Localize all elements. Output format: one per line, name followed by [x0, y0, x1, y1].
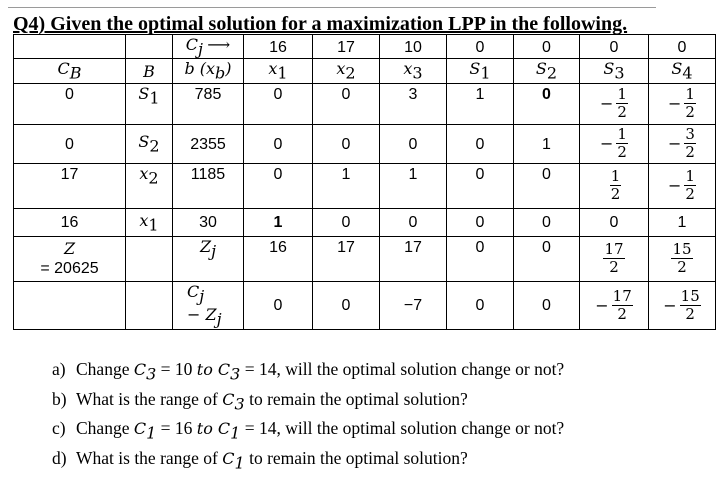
row4-cb: 16: [14, 208, 126, 236]
header-s1: $S_1$: [447, 59, 514, 83]
cj-x3: 10: [380, 35, 447, 59]
row2-x3: 0: [380, 124, 447, 163]
zj-s2: 0: [514, 236, 580, 281]
row2-s3: − $\frac{1}{2}$: [580, 124, 649, 163]
question-a: a) Change $C_3 = 10$ to $C_3 = 14$, will the optimal solution change or not?: [52, 359, 565, 384]
row1-cb: 0: [14, 83, 126, 124]
row2-x2: 0: [313, 124, 380, 163]
table-row: [14, 124, 716, 163]
row1-x3: 3: [380, 83, 447, 124]
row3-s1: 0: [447, 163, 514, 208]
row3-basis: $x_2$: [126, 163, 173, 208]
row1-s4: − $\frac{1}{2}$: [649, 83, 716, 124]
row3-x1: 0: [244, 163, 313, 208]
cz-x1: 0: [244, 281, 313, 329]
cj-s2: 0: [514, 35, 580, 59]
row4-rhs: 30: [173, 208, 244, 236]
zj-x1: 16: [244, 236, 313, 281]
header-s4: $S_4$: [649, 59, 716, 83]
cj-x1: 16: [244, 35, 313, 59]
row2-s1: 0: [447, 124, 514, 163]
row2-s2: 1: [514, 124, 580, 163]
simplex-tableau: [13, 34, 716, 330]
row1-s3: − $\frac{1}{2}$: [580, 83, 649, 124]
row1-s2: 0: [514, 83, 580, 124]
row4-s3: 0: [580, 208, 649, 236]
cz-x3: −7: [380, 281, 447, 329]
table-row: [14, 83, 716, 124]
cj-zj-label: $C_j$ − $Z_j$: [173, 281, 244, 329]
cz-s4: − $\frac{15}{2}$: [649, 281, 716, 329]
row3-cb: 17: [14, 163, 126, 208]
row4-s4: 1: [649, 208, 716, 236]
row4-s2: 0: [514, 208, 580, 236]
table-row: [14, 163, 716, 208]
z-value-cell: Z = 20625: [14, 236, 126, 281]
zj-x2: 17: [313, 236, 380, 281]
blank-cell: [14, 35, 126, 59]
row2-basis: $S_2$: [126, 124, 173, 163]
header-x1: $x_1$: [244, 59, 313, 83]
zj-x3: 17: [380, 236, 447, 281]
cj-s1: 0: [447, 35, 514, 59]
row4-x3: 0: [380, 208, 447, 236]
header-row: [14, 59, 716, 83]
row1-x1: 0: [244, 83, 313, 124]
header-s3: $S_3$: [580, 59, 649, 83]
header-x2: $x_2$: [313, 59, 380, 83]
cj-s3: 0: [580, 35, 649, 59]
row3-x3: 1: [380, 163, 447, 208]
row2-x1: 0: [244, 124, 313, 163]
row4-x1: 1: [244, 208, 313, 236]
row1-rhs: 785: [173, 83, 244, 124]
cz-s3: − $\frac{17}{2}$: [580, 281, 649, 329]
zj-s4: $\frac{15}{2}$: [649, 236, 716, 281]
row3-s3: $\frac{1}{2}$: [580, 163, 649, 208]
row2-rhs: 2355: [173, 124, 244, 163]
question-d: d) What is the range of $C_1$ to remain the optimal solution?: [52, 447, 468, 472]
question-list: [52, 357, 564, 475]
top-rule: [8, 7, 656, 8]
blank-cell: [126, 35, 173, 59]
cz-x2: 0: [313, 281, 380, 329]
row1-x2: 0: [313, 83, 380, 124]
row3-x2: 1: [313, 163, 380, 208]
zj-row: [14, 236, 716, 281]
cj-x2: 17: [313, 35, 380, 59]
blank-cell: [14, 281, 126, 329]
row1-basis: $S_1$: [126, 83, 173, 124]
question-c: c) Change $C_1 = 16$ to $C_1 = 14$, will the optimal solution change or not?: [52, 418, 565, 443]
header-x3: $x_3$: [380, 59, 447, 83]
cj-s4: 0: [649, 35, 716, 59]
cz-s1: 0: [447, 281, 514, 329]
zj-s1: 0: [447, 236, 514, 281]
row2-s4: − $\frac{3}{2}$: [649, 124, 716, 163]
question-title: Q4) Given the optimal solution for a maximization LPP in the following.: [13, 13, 628, 35]
header-basis: B: [126, 59, 173, 83]
blank-cell: [126, 281, 173, 329]
cj-label: $C_j$ ⟶: [173, 35, 244, 59]
row4-s1: 0: [447, 208, 514, 236]
row1-s1: 1: [447, 83, 514, 124]
cj-zj-row: [14, 281, 716, 329]
blank-cell: [126, 236, 173, 281]
zj-s3: $\frac{17}{2}$: [580, 236, 649, 281]
header-s2: $S_2$: [514, 59, 580, 83]
header-cb: $C_B$: [14, 59, 126, 83]
cj-row: [14, 35, 716, 59]
row4-basis: $x_1$: [126, 208, 173, 236]
zj-label: $Z_j$: [173, 236, 244, 281]
header-rhs: b $(x_b)$: [173, 59, 244, 83]
cz-s2: 0: [514, 281, 580, 329]
row3-s4: − $\frac{1}{2}$: [649, 163, 716, 208]
row3-s2: 0: [514, 163, 580, 208]
row3-rhs: 1185: [173, 163, 244, 208]
question-b: b) What is the range of $C_3$ to remain the optimal solution?: [52, 388, 468, 413]
table-row: [14, 208, 716, 236]
row4-x2: 0: [313, 208, 380, 236]
row2-cb: 0: [14, 124, 126, 163]
